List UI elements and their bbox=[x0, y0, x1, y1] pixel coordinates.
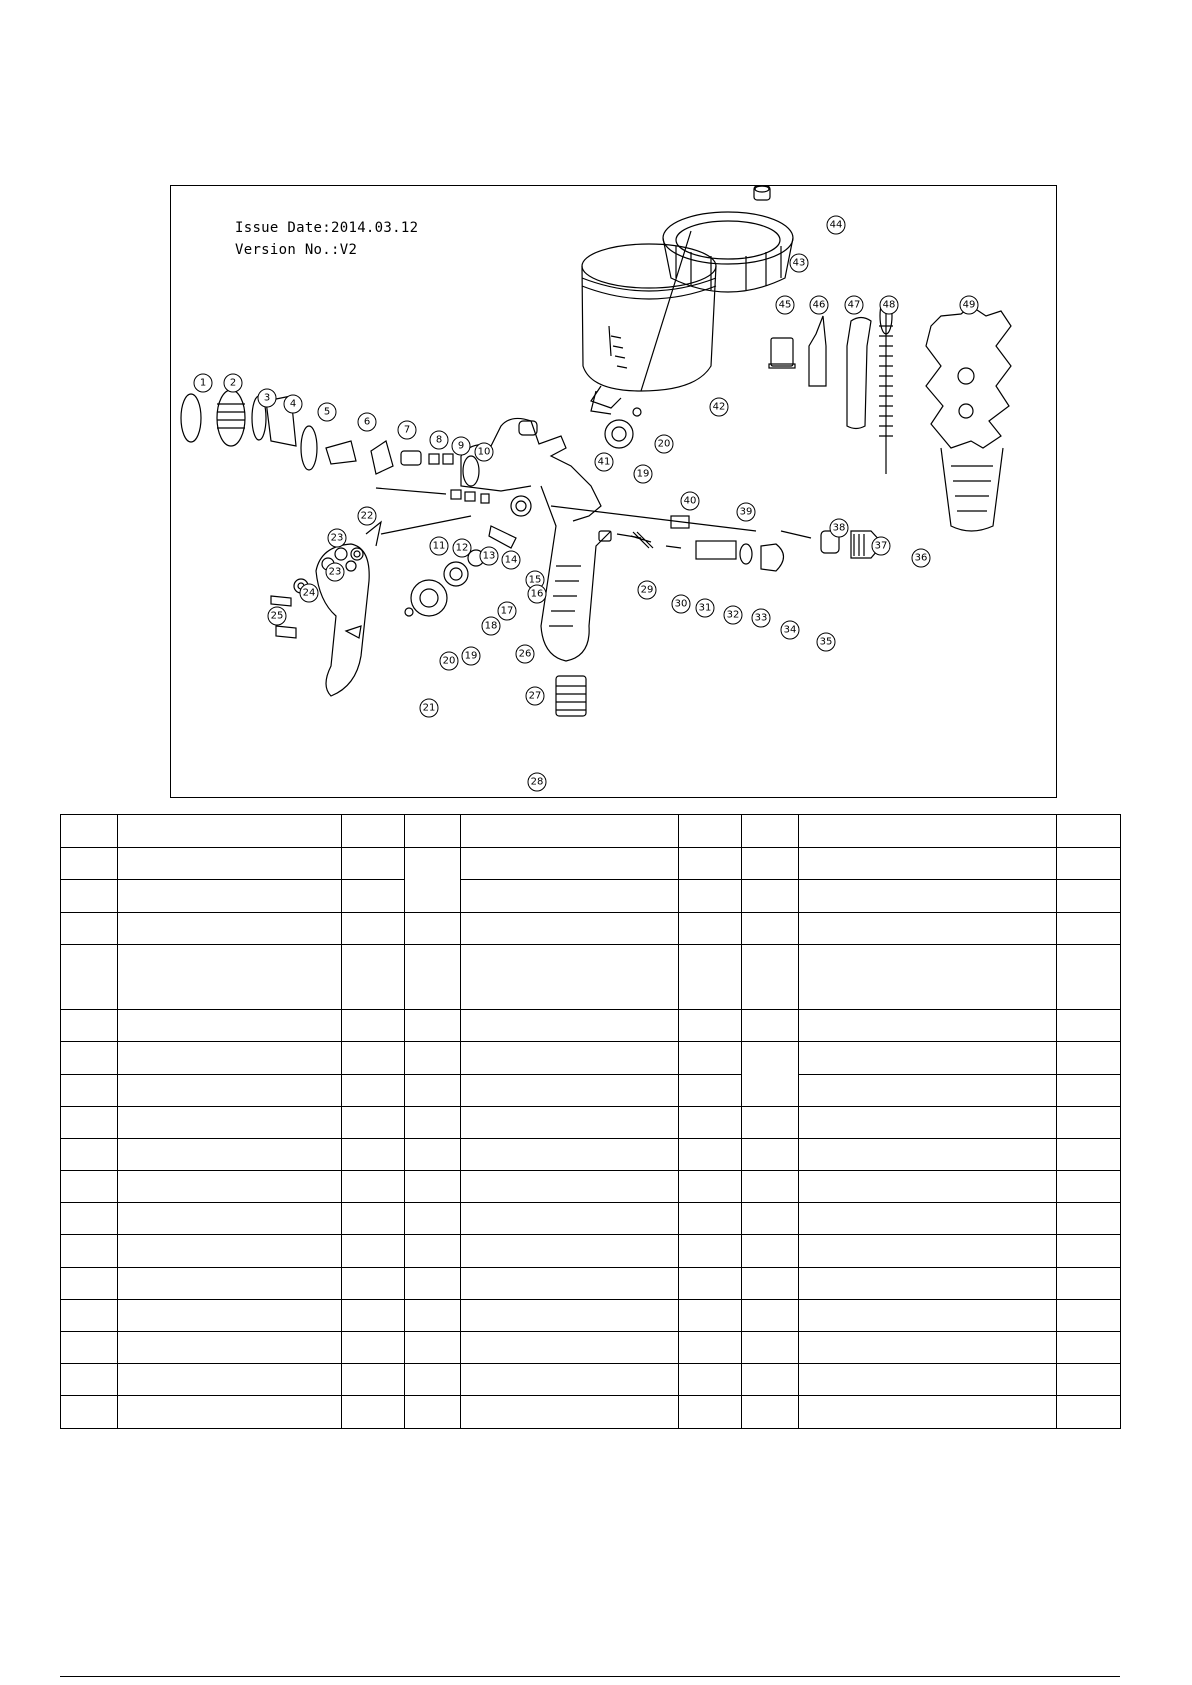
callout-40 bbox=[681, 492, 699, 510]
callout-label: 37 bbox=[874, 540, 888, 552]
callout-label: 17 bbox=[500, 605, 514, 617]
callout-label: 18 bbox=[484, 620, 498, 632]
callout-label: 15 bbox=[528, 574, 542, 586]
callout-17 bbox=[498, 602, 516, 620]
callout-label: 20 bbox=[657, 438, 671, 450]
callout-label: 9 bbox=[457, 440, 465, 452]
callout-44 bbox=[827, 216, 845, 234]
callout-5 bbox=[318, 403, 336, 421]
callout-32 bbox=[724, 606, 742, 624]
callout-1 bbox=[194, 374, 212, 392]
callout-label: 22 bbox=[360, 510, 374, 522]
callout-label: 44 bbox=[829, 219, 843, 231]
version-number: Version No.:V2 bbox=[235, 242, 358, 258]
callout-19 bbox=[462, 647, 480, 665]
callout-label: 45 bbox=[778, 299, 792, 311]
callout-20 bbox=[440, 652, 458, 670]
callout-35 bbox=[817, 633, 835, 651]
bottom-rule bbox=[60, 1676, 1120, 1677]
callout-label: 39 bbox=[739, 506, 753, 518]
callout-label: 20 bbox=[442, 655, 456, 667]
callout-label: 36 bbox=[914, 552, 928, 564]
callout-label: 33 bbox=[754, 612, 768, 624]
callout-label: 4 bbox=[289, 398, 297, 410]
callout-label: 11 bbox=[432, 540, 446, 552]
callout-label: 47 bbox=[847, 299, 861, 311]
exploded-view-drawing bbox=[170, 185, 1057, 798]
callout-47 bbox=[845, 296, 863, 314]
callout-label: 40 bbox=[683, 495, 697, 507]
callout-label: 23 bbox=[330, 532, 344, 544]
callout-label: 6 bbox=[363, 416, 371, 428]
callout-label: 21 bbox=[422, 702, 436, 714]
callout-label: 25 bbox=[270, 610, 284, 622]
callout-label: 19 bbox=[636, 468, 650, 480]
callout-4 bbox=[284, 395, 302, 413]
callout-label: 38 bbox=[832, 522, 846, 534]
callout-28 bbox=[528, 773, 546, 791]
callout-20 bbox=[655, 435, 673, 453]
callout-label: 16 bbox=[530, 588, 544, 600]
callout-39 bbox=[737, 503, 755, 521]
callout-label: 46 bbox=[812, 299, 826, 311]
callout-12 bbox=[453, 539, 471, 557]
callout-label: 29 bbox=[640, 584, 654, 596]
issue-date: Issue Date:2014.03.12 bbox=[235, 220, 419, 236]
callout-45 bbox=[776, 296, 794, 314]
callout-25 bbox=[268, 607, 286, 625]
callout-label: 23 bbox=[328, 566, 342, 578]
callout-23 bbox=[326, 563, 344, 581]
callout-49 bbox=[960, 296, 978, 314]
callout-label: 43 bbox=[792, 257, 806, 269]
parts-table bbox=[60, 814, 1121, 1429]
callout-23 bbox=[328, 529, 346, 547]
callout-10 bbox=[475, 443, 493, 461]
callout-label: 7 bbox=[403, 424, 411, 436]
callout-label: 28 bbox=[530, 776, 544, 788]
callout-24 bbox=[300, 584, 318, 602]
callout-37 bbox=[872, 537, 890, 555]
callout-9 bbox=[452, 437, 470, 455]
callout-layer bbox=[171, 186, 1058, 799]
callout-46 bbox=[810, 296, 828, 314]
callout-label: 48 bbox=[882, 299, 896, 311]
callout-34 bbox=[781, 621, 799, 639]
callout-label: 41 bbox=[597, 456, 611, 468]
callout-16 bbox=[528, 585, 546, 603]
callout-31 bbox=[696, 599, 714, 617]
callout-19 bbox=[634, 465, 652, 483]
callout-14 bbox=[502, 551, 520, 569]
callout-48 bbox=[880, 296, 898, 314]
callout-3 bbox=[258, 389, 276, 407]
callout-13 bbox=[480, 547, 498, 565]
callout-label: 49 bbox=[962, 299, 976, 311]
callout-22 bbox=[358, 507, 376, 525]
callout-11 bbox=[430, 537, 448, 555]
callout-label: 42 bbox=[712, 401, 726, 413]
callout-label: 24 bbox=[302, 587, 316, 599]
callout-21 bbox=[420, 699, 438, 717]
callout-label: 1 bbox=[199, 377, 207, 389]
callout-label: 30 bbox=[674, 598, 688, 610]
callout-label: 2 bbox=[229, 377, 237, 389]
callout-6 bbox=[358, 413, 376, 431]
callout-label: 19 bbox=[464, 650, 478, 662]
callout-7 bbox=[398, 421, 416, 439]
callout-label: 34 bbox=[783, 624, 797, 636]
callout-label: 12 bbox=[455, 542, 469, 554]
callout-41 bbox=[595, 453, 613, 471]
callout-label: 31 bbox=[698, 602, 712, 614]
callout-27 bbox=[526, 687, 544, 705]
callout-label: 14 bbox=[504, 554, 518, 566]
callout-36 bbox=[912, 549, 930, 567]
callout-label: 8 bbox=[435, 434, 443, 446]
callout-label: 32 bbox=[726, 609, 740, 621]
callout-label: 26 bbox=[518, 648, 532, 660]
callout-8 bbox=[430, 431, 448, 449]
callout-43 bbox=[790, 254, 808, 272]
callout-38 bbox=[830, 519, 848, 537]
callout-label: 35 bbox=[819, 636, 833, 648]
callout-label: 3 bbox=[263, 392, 271, 404]
callout-29 bbox=[638, 581, 656, 599]
callout-label: 27 bbox=[528, 690, 542, 702]
callout-30 bbox=[672, 595, 690, 613]
callout-42 bbox=[710, 398, 728, 416]
callout-label: 5 bbox=[323, 406, 331, 418]
callout-33 bbox=[752, 609, 770, 627]
callout-18 bbox=[482, 617, 500, 635]
callout-26 bbox=[516, 645, 534, 663]
callout-2 bbox=[224, 374, 242, 392]
callout-label: 10 bbox=[477, 446, 491, 458]
callout-label: 13 bbox=[482, 550, 496, 562]
